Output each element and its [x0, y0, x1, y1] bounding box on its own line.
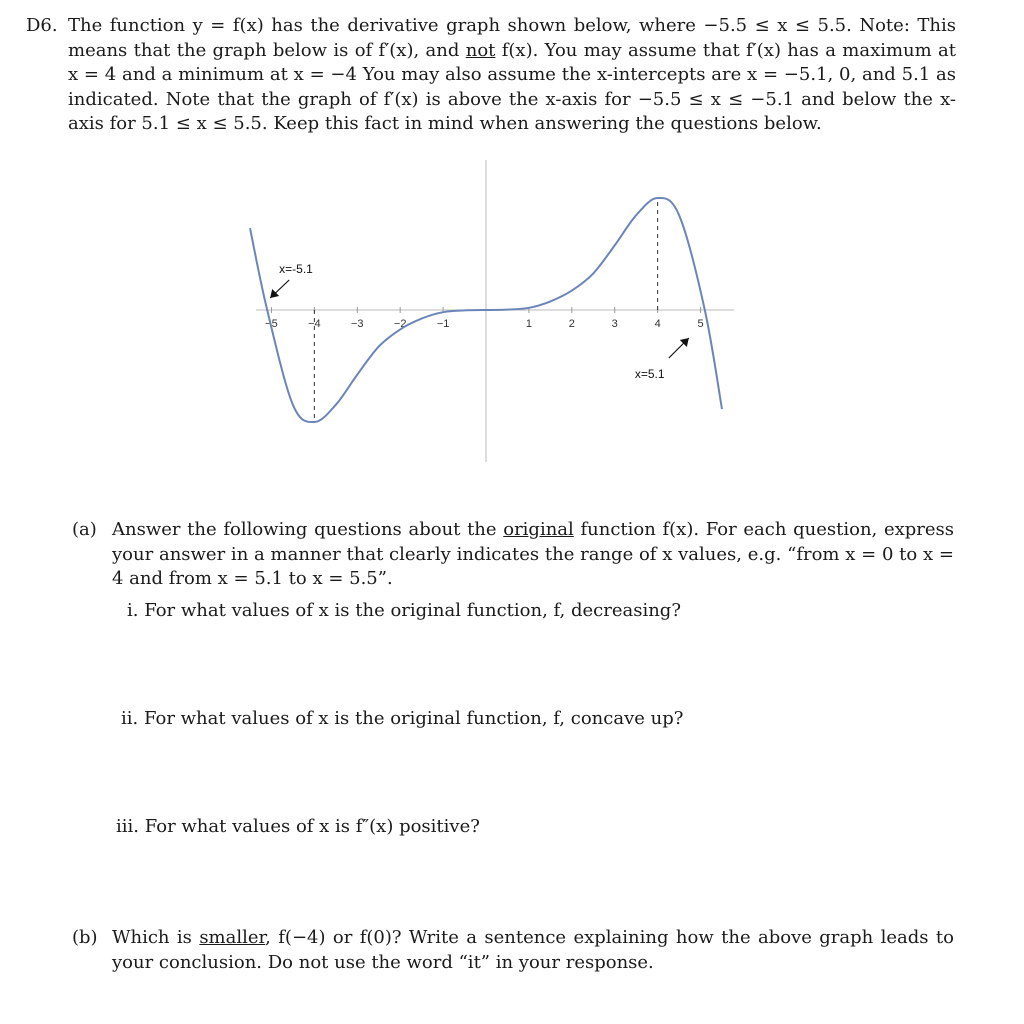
- graph-axes: [256, 160, 734, 462]
- question-ii: [121, 707, 683, 732]
- part-a-text-2: function f(x). For each question, express your answer in a manner that clearly indicates the range of x values, e.g. “from x = 0 to x = 4 and from x = 5.1 to x = 5.5”.: [112, 519, 954, 590]
- x-tick-label: −2: [393, 318, 407, 330]
- problem-statement: [26, 14, 956, 137]
- part-b-label: (b): [72, 927, 98, 948]
- x-tick-label: −4: [308, 318, 321, 330]
- question-iii: [116, 815, 480, 840]
- x-tick-label: 4: [654, 318, 661, 330]
- annotation-left-label: x=-5.1: [279, 262, 313, 276]
- x-tick-label: 3: [611, 318, 618, 330]
- question-iii-text: For what values of x is f″(x) positive?: [144, 816, 480, 837]
- part-b-text-2: , f(−4) or f(0)? Write a sentence explaining how the above graph leads to your conclusion. Do not use the word “it” in your response.: [112, 927, 955, 973]
- x-tick-label: −5: [265, 318, 278, 330]
- part-a: [72, 518, 954, 592]
- question-i: [127, 599, 681, 624]
- question-i-label: i.: [127, 600, 139, 621]
- x-tick-label: 5: [697, 318, 704, 330]
- question-iii-label: iii.: [116, 816, 139, 837]
- part-b-text-1: Which is: [112, 927, 200, 948]
- part-a-text-1: Answer the following questions about the: [112, 519, 504, 540]
- x-tick-label: −3: [350, 318, 364, 330]
- x-tick-label: −1: [436, 318, 450, 330]
- question-i-text: For what values of x is the original function, f, decreasing?: [144, 600, 681, 621]
- part-a-label: (a): [72, 519, 97, 540]
- problem-number: D6.: [26, 15, 58, 36]
- x-tick-label: 1: [525, 318, 532, 330]
- question-ii-label: ii.: [121, 708, 139, 729]
- part-b-text: [112, 926, 954, 975]
- part-b-smaller-underlined: smaller: [199, 927, 266, 948]
- part-a-text: [112, 518, 954, 592]
- derivative-graph: [236, 150, 756, 470]
- intro-text-1: The function y = f(x) has the derivative graph shown below, where −5.5 ≤ x ≤ 5.5. Note: This means that the graph below is of f′(x), and: [68, 15, 956, 61]
- problem-intro: [68, 14, 956, 137]
- part-b: [72, 926, 954, 975]
- annotation-right-label: x=5.1: [634, 367, 665, 381]
- graph-annotations: [270, 262, 689, 381]
- intro-text-2: f(x). You may assume that f′(x) has a maximum at x = 4 and a minimum at x = −4 You may also assume the x-intercepts are x = −5.1, 0, and 5.1 as indicated. Note that the graph of f′(x) is above the x-axis for −5.5 ≤ x ≤ −5.1 and below the x-axis for 5.1 ≤ x ≤ 5.5. Keep this fact in mind when answering the questions below.: [68, 39, 957, 135]
- x-tick-label: 2: [568, 318, 575, 330]
- intro-not-underlined: not: [465, 39, 496, 61]
- question-ii-text: For what values of x is the original function, f, concave up?: [143, 708, 684, 729]
- part-a-original-underlined: original: [503, 519, 574, 540]
